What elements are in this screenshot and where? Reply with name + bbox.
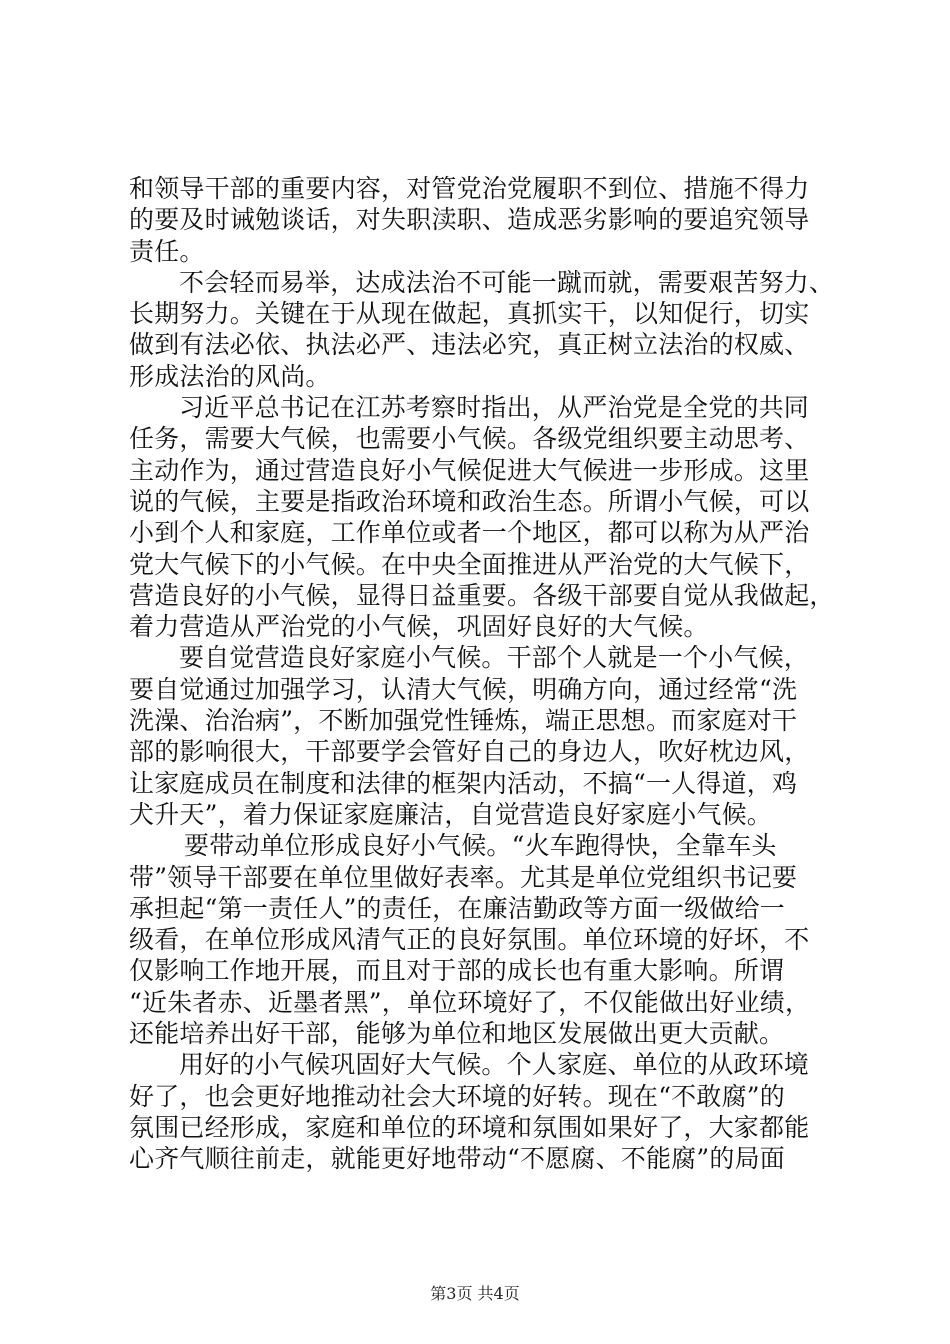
text-line: 洗澡、治治病”，不断加强党性锤炼，端正思想。而家庭对干 — [129, 706, 798, 736]
text-line: 承担起“第一责任人”的责任，在廉洁勤政等方面一级做给一 — [129, 893, 785, 923]
text-line: 任务，需要大气候，也需要小气候。各级党组织要主动思考、 — [129, 424, 810, 454]
paragraph — [129, 830, 841, 1049]
text-line: “近朱者赤、近墨者黑”，单位环境好了，不仅能做出好业绩， — [129, 987, 811, 1017]
text-line: 仅影响工作地开展，而且对于部的成长也有重大影响。所谓 — [129, 956, 785, 986]
paragraph — [129, 267, 841, 392]
text-line: 责任。 — [129, 236, 205, 266]
text-line: 不会轻而易举，达成法治不可能一蹴而就，需要艰苦努力、 — [179, 267, 835, 297]
text-line: 要自觉营造良好家庭小气候。干部个人就是一个小气候， — [179, 643, 810, 673]
text-line: 让家庭成员在制度和法律的框架内活动，不搞“一人得道，鸡 — [129, 768, 798, 798]
text-line: 形成法治的风尚。 — [129, 361, 331, 391]
text-line: 营造良好的小气候，显得日益重要。各级干部要自觉从我做起， — [129, 580, 835, 610]
paragraph — [129, 173, 841, 267]
text-line: 习近平总书记在江苏考察时指出，从严治党是全党的共同 — [179, 393, 810, 423]
text-line: 小到个人和家庭，工作单位或者一个地区，都可以称为从严治 — [129, 518, 810, 548]
text-line: 长期努力。关键在于从现在做起，真抓实干，以知促行，切实 — [129, 299, 810, 329]
paragraph — [129, 642, 841, 830]
text-line: 说的气候，主要是指政治环境和政治生态。所谓小气候，可以 — [129, 486, 810, 516]
page-footer: 第3页 共4页 — [430, 1284, 520, 1303]
paragraph — [129, 1049, 841, 1174]
text-line: 做到有法必依、执法必严、违法必究，真正树立法治的权威、 — [129, 330, 810, 360]
text-line: 氛围已经形成，家庭和单位的环境和氛围如果好了，大家都能 — [129, 1112, 810, 1142]
text-line: 要自觉通过加强学习，认清大气候，明确方向，通过经常“洗 — [129, 674, 798, 704]
text-line: 的要及时诫勉谈话，对失职渎职、造成恶劣影响的要追究领导 — [129, 205, 810, 235]
text-line: 心齐气顺往前走，就能更好地带动“不愿腐、不能腐”的局面 — [129, 1144, 785, 1174]
text-line: 主动作为，通过营造良好小气候促进大气候进一步形成。这里 — [129, 455, 810, 485]
paragraph — [129, 392, 841, 642]
text-line: 党大气候下的小气候。在中央全面推进从严治党的大气候下， — [129, 549, 810, 579]
text-line: 好了，也会更好地推动社会大环境的好转。现在“不敢腐”的 — [129, 1081, 785, 1111]
text-line: 着力营造从严治党的小气候，巩固好良好的大气候。 — [129, 612, 709, 642]
text-line: 和领导干部的重要内容，对管党治党履职不到位、措施不得力 — [129, 174, 810, 203]
text-line: 犬升天”，着力保证家庭廉洁，自觉营造良好家庭小气候。 — [129, 799, 772, 829]
text-line: 带”领导干部要在单位里做好表率。尤其是单位党组织书记要 — [129, 862, 798, 892]
text-line: 级看，在单位形成风清气正的良好氛围。单位环境的好坏，不 — [129, 925, 810, 955]
body-text — [129, 173, 841, 1175]
text-line: 用好的小气候巩固好大气候。个人家庭、单位的从政环境 — [179, 1050, 810, 1080]
text-line: 部的影响很大，干部要学会管好自己的身边人，吹好枕边风， — [129, 737, 810, 767]
text-line: 要带动单位形成良好小气候。“火车跑得快，全靠车头 — [184, 831, 777, 861]
text-line: 还能培养出好干部，能够为单位和地区发展做出更大贡献。 — [129, 1019, 785, 1049]
